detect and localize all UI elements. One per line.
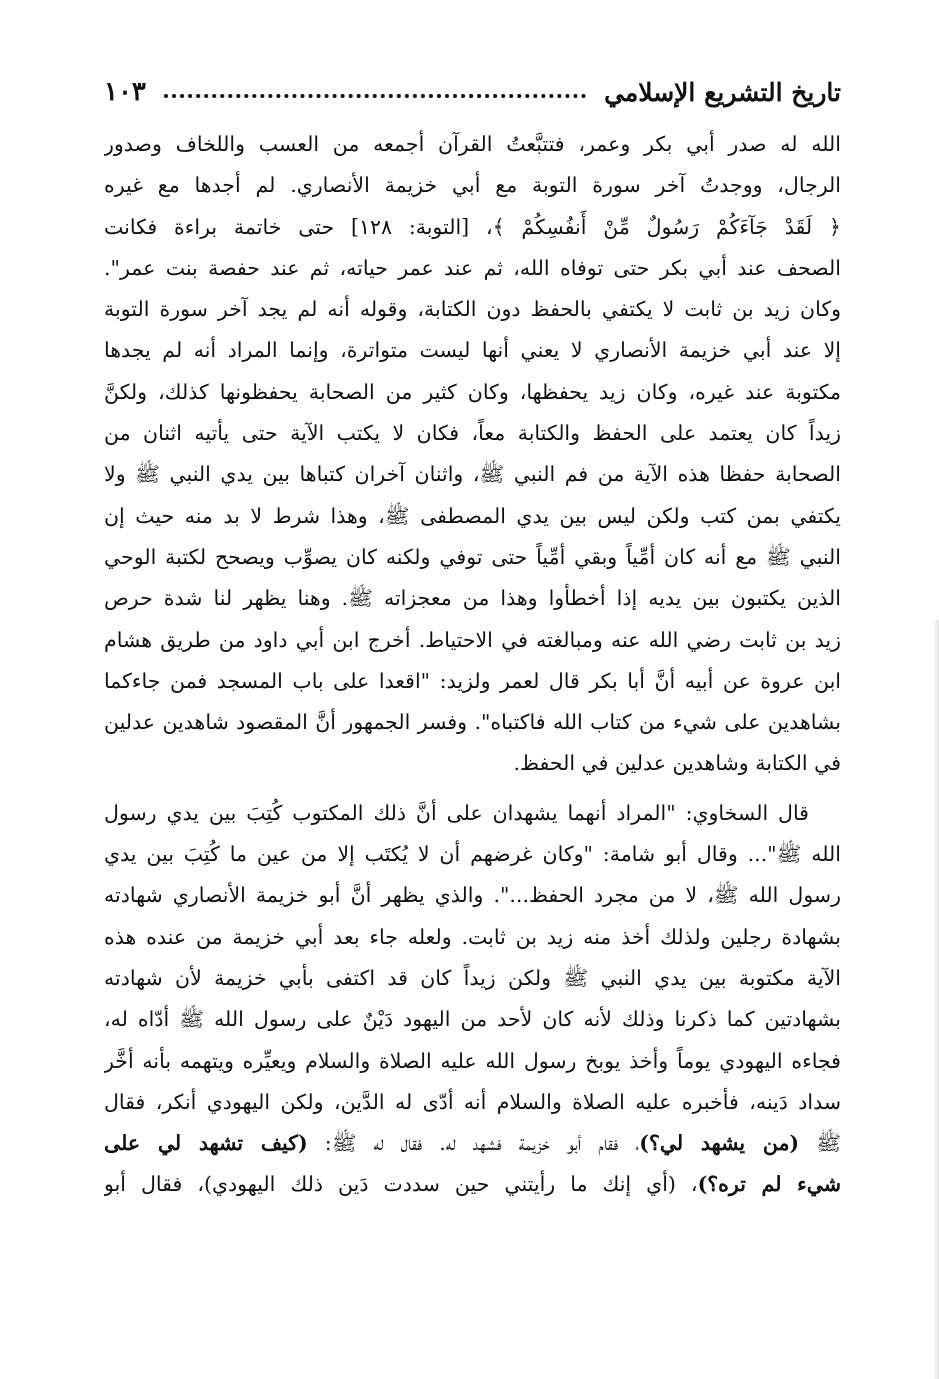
text-line: ابن عروة عن أبيه أنَّ أبا بكر قال لعمر ولزيد: "اقعدا على باب المسجد فمن جاءكما — [104, 668, 841, 693]
text-line — [104, 1123, 841, 1164]
text-line: الله ﷺ"... وقال أبو شامة: "وكان غرضهم أن لا يُكتَب إلا من عين ما كُتِبَ بين يدي — [104, 842, 841, 867]
text-line: الصحابة حفظا هذه الآية من فم النبي ﷺ، واثنان آخران كتباها بين يدي النبي ﷺ ولا — [104, 462, 841, 487]
text-line: الرجال، ووجدتُ آخر سورة التوبة مع أبي خزيمة الأنصاري. لم أجدها مع غيره — [104, 173, 841, 198]
text-line: وكان زيد بن ثابت لا يكتفي بالحفظ دون الكتابة، وقوله أنه لم يجد آخر سورة التوبة — [104, 297, 841, 322]
text-line: النبي ﷺ مع أنه كان أمِّياً وبقي أمِّياً حتى توفي ولكنه كان يصوِّب ويصحح لكتبة الوحي — [104, 544, 841, 569]
text-line: زيد بن ثابت رضي الله عنه ومبالغته في الاحتياط. أخرج ابن أبي داود من طريق هشام — [104, 627, 841, 652]
running-title: تاريخ التشريع الإسلامي — [604, 77, 841, 107]
text-line — [104, 1164, 841, 1205]
text-line: رسول الله ﷺ، لا من مجرد الحفظ...". والذي يظهر أنَّ أبو خزيمة الأنصاري شهادته — [104, 883, 841, 908]
text-line: يكتفي بمن كتب ولكن ليس بين يدي المصطفى ﷺ، وهذا شرط لا بد منه حيث إن — [104, 503, 841, 528]
text-span: ﷺ — [799, 1131, 841, 1156]
text-line: بشهادتين كما ذكرنا وذلك لأنه كان لأحد من اليهود دَيْنٌ على رسول الله ﷺ أدّاه له، — [104, 1007, 841, 1032]
text-line: إلا عند أبي خزيمة الأنصاري لا يعني أنها ليست متواترة، وإنما المراد أنه لم يجدها — [104, 338, 841, 363]
text-span: ، (أي إنك ما رأيتني حين سددت دَين ذلك اليهودي)، فقال أبو — [104, 1172, 698, 1197]
bold-quote: (كيف تشهد لي على — [104, 1131, 308, 1156]
body-text — [104, 124, 841, 1206]
text-line: سداد دَينه، فأخبره عليه الصلاة والسلام أنه أدّى له الدَّين، ولكن اليهودي أنكر، فقال — [104, 1089, 841, 1114]
text-line: ﴿ لَقَدْ جَآءَكُمْ رَسُولٌ مِّنْ أَنفُسِكُمْ ﴾، [التوبة: ١٢٨] حتى خاتمة براءة فكانت — [104, 214, 841, 239]
text-line: مكتوبة عند غيره، وكان زيد يحفظها، وكان كثير من الصحابة يحفظونها كذلك، ولكنَّ — [104, 379, 841, 404]
header-dotted-leader — [164, 94, 586, 98]
text-span: ، فقام أبو خزيمة فشهد له. فقال له ﷺ: — [307, 1131, 640, 1156]
text-line: فجاءه اليهودي يوماً وأخذ يوبخ رسول الله عليه الصلاة والسلام ويعيِّره ويتهمه بأنه أخَّر — [104, 1048, 841, 1073]
paragraph-2 — [104, 793, 841, 1123]
text-line: الله له صدر أبي بكر وعمر، فتتبَّعتُ القرآن أجمعه من العسب واللخاف وصدور — [104, 132, 841, 156]
text-line: زيداً كان يعتمد على الحفظ والكتابة معاً، فكان لا يكتب الآية حتى يأتيه اثنان من — [104, 421, 841, 446]
page-header — [104, 72, 841, 112]
text-line: بشهادة رجلين ولذلك أخذ منه زيد بن ثابت. ولعله جاء بعد أبي خزيمة من عنده هذه — [104, 924, 841, 949]
text-line: بشاهدين على شيء من كتاب الله فاكتباه". وفسر الجمهور أنَّ المقصود شاهدين عدلين — [104, 710, 841, 735]
paragraph-1 — [104, 124, 841, 785]
text-line: الذين يكتبون بين يديه إذا أخطأوا وهذا من معجزاته ﷺ. وهنا يظهر لنا شدة حرص — [104, 586, 841, 611]
paragraph-gap — [104, 785, 841, 793]
scan-shadow-edge — [933, 620, 939, 1379]
text-line: الصحف عند أبي بكر حتى توفاه الله، ثم عند عمر حياته، ثم عند حفصة بنت عمر". — [104, 255, 841, 280]
text-line: قال السخاوي: "المراد أنهما يشهدان على أنَّ ذلك المكتوب كُتِبَ بين يدي رسول — [104, 800, 809, 825]
bold-quote: (من يشهد لي؟) — [639, 1131, 800, 1156]
text-line: في الكتابة وشاهدين عدلين في الحفظ. — [513, 751, 841, 776]
text-line: الآية مكتوبة بين يدي النبي ﷺ ولكن زيداً كان قد اكتفى بأبي خزيمة لأن شهادته — [104, 965, 841, 990]
page-number: ١٠٣ — [104, 77, 146, 107]
bold-quote: شيء لم تره؟) — [697, 1172, 841, 1197]
